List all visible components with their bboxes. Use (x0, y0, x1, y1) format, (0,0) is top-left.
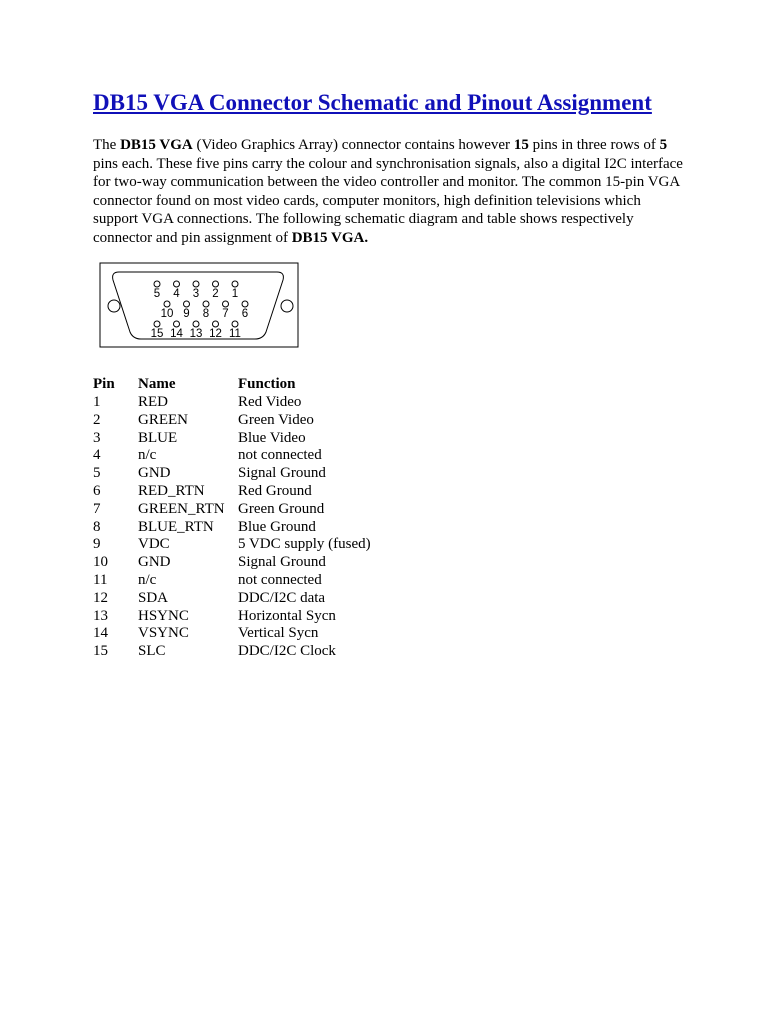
table-row (93, 483, 371, 501)
table-row (93, 608, 371, 626)
cell-function: Signal Ground (238, 465, 326, 482)
cell-pin: 10 (93, 554, 108, 571)
cell-function: DDC/I2C Clock (238, 643, 336, 660)
cell-function: Red Ground (238, 482, 312, 499)
intro-bold-db15-end: DB15 VGA. (291, 229, 369, 246)
cell-name: n/c (138, 571, 157, 588)
cell-pin: 6 (93, 482, 101, 499)
mounting-hole-right (281, 300, 293, 312)
pin-hole (213, 321, 219, 327)
pin-assignment-table (93, 376, 371, 661)
cell-name: n/c (138, 447, 157, 464)
cell-function: not connected (238, 571, 322, 588)
pin-label: 15 (150, 328, 164, 340)
cell-name: BLUE (138, 429, 178, 446)
pin-label: 4 (173, 288, 180, 300)
cell-name: SLC (138, 643, 166, 660)
intro-text: The (93, 137, 121, 153)
table-row (93, 394, 371, 412)
cell-pin: 14 (93, 625, 108, 642)
mounting-hole-left (108, 300, 120, 312)
pin-label: 8 (202, 308, 210, 320)
intro-text: (Video Graphics Array) connector contains however (192, 137, 514, 153)
pin-hole (184, 301, 190, 307)
cell-pin: 8 (93, 518, 101, 535)
intro-text: pins each. These five pins carry the colour and synchronisation signals, also a digital I2C interface for two-way communication between the video controller and monitor. The common 15-pin VGA connector found on most video cards, computer monitors, high definition televisions which support VGA connections. The following schematic diagram and table shows respectively connector and pin assignment of (93, 155, 683, 246)
pin-label: 7 (222, 308, 229, 320)
pin-label: 9 (183, 308, 190, 320)
cell-name: SDA (138, 589, 169, 606)
cell-name: GREEN (138, 411, 188, 428)
table-row (93, 447, 371, 465)
pin-label: 11 (229, 328, 241, 340)
pin-hole (164, 301, 170, 307)
intro-bold-db15: DB15 VGA (120, 137, 193, 153)
cell-function: DDC/I2C data (238, 589, 326, 606)
cell-name: GND (138, 554, 171, 571)
table-row (93, 625, 371, 643)
pin-hole (193, 321, 199, 327)
pin-hole (174, 281, 180, 287)
intro-paragraph (93, 136, 683, 248)
cell-pin: 7 (93, 500, 101, 517)
cell-name: GREEN_RTN (138, 500, 225, 517)
cell-name: VSYNC (138, 625, 189, 642)
pin-label: 13 (189, 328, 203, 340)
intro-bold-15: 15 (513, 137, 529, 153)
pin-hole (232, 281, 238, 287)
pin-hole (174, 321, 180, 327)
header-pin: Pin (93, 376, 115, 393)
table-row (93, 501, 371, 519)
cell-function: Vertical Sycn (238, 625, 319, 642)
pin-label: 1 (231, 288, 239, 300)
cell-function: Horizontal Sycn (238, 607, 336, 624)
table-row (93, 590, 371, 608)
cell-pin: 3 (93, 429, 101, 446)
cell-pin: 11 (93, 571, 108, 588)
table-row (93, 536, 371, 554)
cell-function: Red Video (238, 394, 302, 410)
pin-label: 3 (192, 288, 200, 300)
cell-name: GND (138, 465, 171, 482)
cell-pin: 4 (93, 447, 101, 464)
cell-name: VDC (138, 536, 170, 553)
intro-text: pins in three rows of (528, 137, 660, 153)
page-title: DB15 VGA Connector Schematic and Pinout Assignment (93, 90, 652, 115)
cell-pin: 9 (93, 536, 101, 553)
header-function: Function (238, 376, 296, 393)
vga-connector-diagram (99, 262, 301, 350)
cell-function: not connected (238, 447, 322, 464)
table-row (93, 519, 371, 537)
table-row (93, 430, 371, 448)
cell-pin: 1 (93, 394, 101, 410)
pin-label: 10 (160, 308, 174, 320)
cell-function: Signal Ground (238, 554, 326, 571)
table-header-row (93, 376, 371, 394)
cell-function: Blue Video (238, 429, 306, 446)
table-row (93, 643, 371, 661)
pin-hole (232, 321, 238, 327)
pin-label: 14 (170, 328, 183, 340)
cell-pin: 12 (93, 589, 108, 606)
header-name: Name (138, 376, 176, 393)
cell-function: Green Video (238, 411, 314, 428)
pin-hole (242, 301, 248, 307)
pin-label: 2 (212, 288, 219, 300)
pin-hole (213, 281, 219, 287)
pin-label: 5 (153, 288, 161, 300)
table-row (93, 465, 371, 483)
table-row (93, 554, 371, 572)
cell-function: Blue Ground (238, 518, 316, 535)
pin-hole (203, 301, 209, 307)
pin-hole (223, 301, 229, 307)
table-row (93, 412, 371, 430)
pin-label: 12 (209, 328, 222, 340)
cell-function: Green Ground (238, 500, 325, 517)
cell-pin: 5 (93, 465, 101, 482)
cell-pin: 13 (93, 607, 108, 624)
cell-pin: 2 (93, 411, 101, 428)
pin-hole (154, 321, 160, 327)
pin-hole (154, 281, 160, 287)
intro-bold-5: 5 (659, 137, 668, 153)
pin-hole (193, 281, 199, 287)
table-row (93, 572, 371, 590)
cell-pin: 15 (93, 643, 108, 660)
cell-name: RED_RTN (138, 482, 205, 499)
pin-label: 6 (241, 308, 249, 320)
cell-name: HSYNC (138, 607, 189, 624)
cell-function: 5 VDC supply (fused) (238, 536, 371, 553)
cell-name: BLUE_RTN (138, 518, 214, 535)
cell-name: RED (138, 394, 168, 410)
